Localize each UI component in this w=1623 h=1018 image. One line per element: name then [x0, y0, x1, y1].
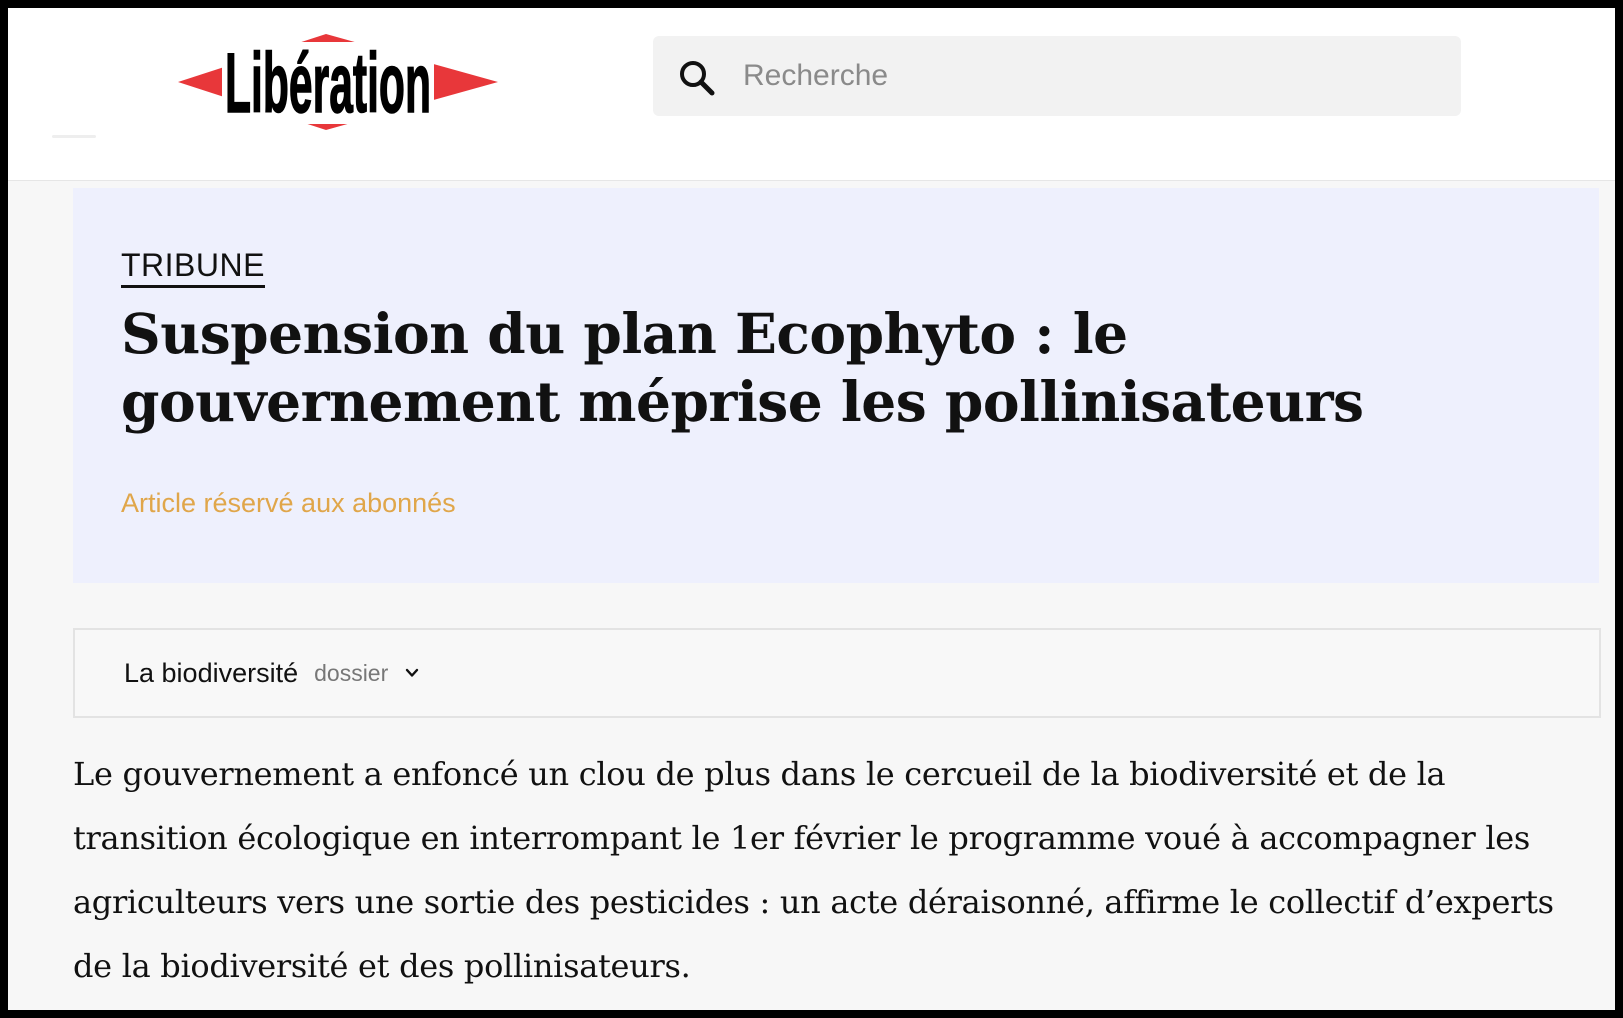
article-kicker[interactable]: TRIBUNE	[121, 246, 265, 288]
dossier-label: dossier	[314, 659, 389, 686]
article-header	[73, 188, 1599, 583]
menu-indicator	[52, 135, 96, 138]
subscriber-badge: Article réservé aux abonnés	[121, 488, 456, 518]
search-bar	[653, 36, 1461, 116]
dossier-name: La biodiversité	[124, 657, 299, 688]
svg-text:Libération: Libération	[225, 36, 431, 130]
browser-viewport	[8, 8, 1615, 1010]
dossier-dropdown[interactable]	[73, 628, 1601, 718]
liberation-logo[interactable]	[178, 20, 498, 144]
site-header	[8, 8, 1615, 181]
article-title: Suspension du plan Ecophyto : le gouvernement méprise les pollinisateurs	[121, 301, 1364, 434]
search-input[interactable]	[743, 48, 1443, 104]
article-lead: Le gouvernement a enfoncé un clou de plus dans le cercueil de la biodiversité et de la transition écologique en interrompant le 1er février le programme voué à accompagner les agriculteurs vers une sortie des pesticides : un acte déraisonné, affirme le collectif d’experts de la biodiversité et des pollinisateurs.	[73, 755, 1554, 985]
chevron-down-icon	[404, 665, 420, 681]
search-icon[interactable]	[675, 56, 719, 100]
